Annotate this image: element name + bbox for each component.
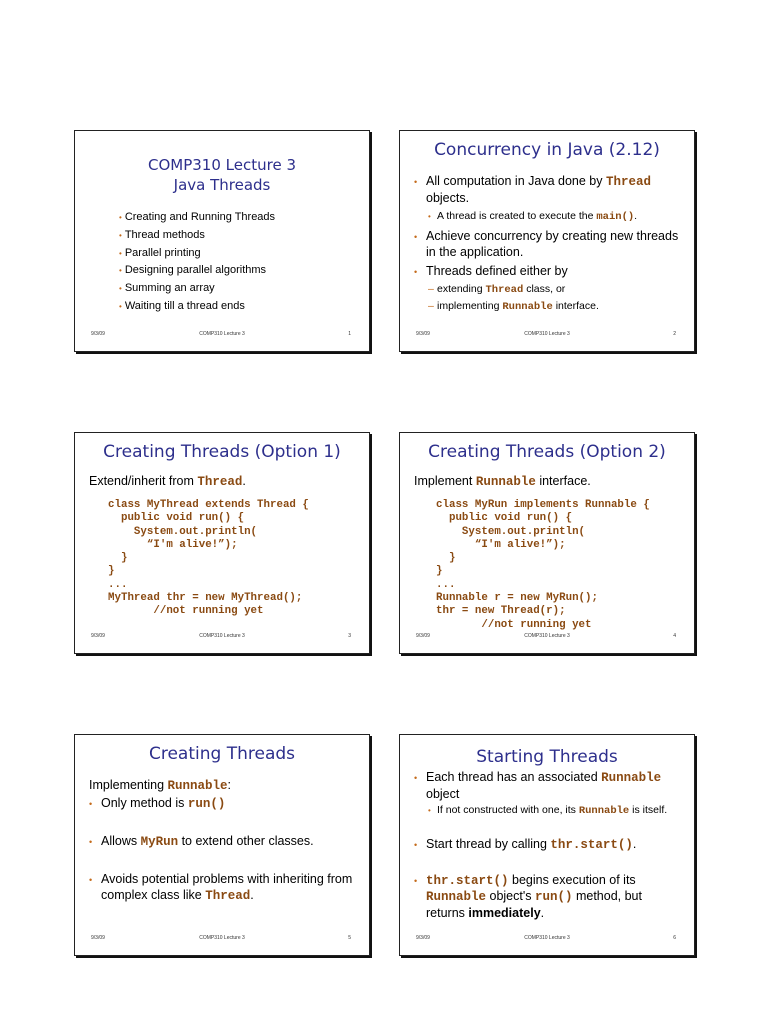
code-inline: run() <box>534 890 573 904</box>
code-inline: thr.start() <box>426 873 509 888</box>
slide-footer <box>75 935 369 943</box>
code-inline: Thread <box>605 175 651 189</box>
code-inline: Runnable <box>426 890 487 904</box>
footer-date: 9/3/09 <box>416 935 430 941</box>
slide-title: Creating Threads <box>148 744 296 764</box>
slide-number: 1 <box>348 331 351 337</box>
slide-title: Creating Threads (Option 1) <box>103 442 341 462</box>
footer-course: COMP310 Lecture 3 <box>199 331 245 337</box>
slide-1 <box>74 130 370 352</box>
bullet-icon: • <box>119 213 122 222</box>
slide-title: Concurrency in Java (2.12) <box>434 140 660 160</box>
code-inline: Runnable <box>475 475 536 489</box>
slide-number: 3 <box>348 633 351 639</box>
code-block: class MyThread extends Thread { public void run() { System.out.println( “I'm alive!”); } } ... MyThread thr = new MyThread(); //not running yet <box>108 499 309 618</box>
slide-number: 2 <box>673 331 676 337</box>
dash-item: – implementing Runnable interface. <box>428 299 599 313</box>
slide-title: Creating Threads (Option 2) <box>428 442 666 462</box>
code-inline: Runnable <box>578 805 630 817</box>
bullet-icon: • <box>414 875 418 886</box>
code-inline: MyRun <box>140 834 179 849</box>
title-line-2: Java Threads <box>173 176 271 194</box>
slide-2 <box>399 130 695 352</box>
dash-item: – extending Thread class, or <box>428 282 566 296</box>
bullet-block <box>414 770 680 925</box>
code-inline: Runnable <box>502 300 553 313</box>
list-item: • Parallel printing <box>119 246 201 259</box>
bullet-block <box>89 796 355 908</box>
code-block: class MyRun implements Runnable { public void run() { System.out.println( “I'm alive!”); } } ... Runnable r = new MyRun(); thr = new Thread(r); //not running yet <box>436 499 650 631</box>
bullet-icon: • <box>119 230 122 240</box>
bullet-icon: • <box>414 177 418 187</box>
sub-bullet-item: • If not constructed with one, its Runnable is itself. <box>428 804 668 817</box>
footer-date: 9/3/09 <box>416 633 430 639</box>
list-item: • Designing parallel algorithms <box>119 264 267 277</box>
lead-text: Extend/inherit from Thread. <box>89 474 246 489</box>
bullet-icon: • <box>428 212 431 221</box>
slide-3 <box>74 432 370 654</box>
slide-number: 6 <box>673 935 676 941</box>
bullet-icon: • <box>89 875 93 885</box>
list-item: • Creating and Running Threads <box>119 211 276 223</box>
code-inline: Runnable <box>601 771 662 785</box>
slide-number: 4 <box>673 633 676 639</box>
code-inline: Thread <box>485 283 524 296</box>
slide-footer <box>400 935 694 943</box>
list-item: • Thread methods <box>119 228 205 241</box>
title-line-1: COMP310 Lecture 3 <box>147 156 296 174</box>
slide-title <box>75 155 369 195</box>
bullet-icon: • <box>89 836 93 847</box>
bullet-item: • Each thread has an associated Runnable object <box>414 770 662 801</box>
slide-5 <box>74 734 370 956</box>
list-item: • Waiting till a thread ends <box>119 299 245 312</box>
footer-course: COMP310 Lecture 3 <box>524 935 570 941</box>
footer-course: COMP310 Lecture 3 <box>199 633 245 639</box>
bullet-item: • All computation in Java done by Thread objects. <box>414 174 651 205</box>
footer-date: 9/3/09 <box>91 331 105 337</box>
lead-text: Implementing Runnable: <box>89 778 232 793</box>
bullet-item: • thr.start() begins execution of its Runnable object's run() method, but returns immediately. <box>414 872 642 920</box>
code-inline: Runnable <box>167 779 228 793</box>
bullet-icon: • <box>89 799 93 809</box>
bullet-item: • Only method is run() <box>89 796 226 811</box>
footer-course: COMP310 Lecture 3 <box>524 331 570 337</box>
bullet-item: • Achieve concurrency by creating new threads in the application. <box>414 229 679 259</box>
footer-course: COMP310 Lecture 3 <box>524 633 570 639</box>
footer-course: COMP310 Lecture 3 <box>199 935 245 941</box>
bullet-icon: • <box>414 267 418 277</box>
code-inline: Thread <box>205 888 251 903</box>
bullet-item: • Start thread by calling thr.start(). <box>414 837 637 852</box>
bullet-icon: • <box>119 284 122 294</box>
bullet-block <box>414 174 680 319</box>
bullet-item: • Avoids potential problems with inheriting from complex class like Thread. <box>89 872 353 903</box>
slide-footer <box>400 633 694 641</box>
slide-footer <box>400 331 694 339</box>
bullet-item: • Allows MyRun to extend other classes. <box>89 833 314 849</box>
slide-6 <box>399 734 695 956</box>
footer-date: 9/3/09 <box>91 935 105 941</box>
bullet-icon: • <box>414 232 418 242</box>
list-item: • Summing an array <box>119 282 215 295</box>
bullet-item: • Threads defined either by <box>414 264 680 281</box>
slide-title: Starting Threads <box>476 747 618 767</box>
bullet-icon: • <box>414 773 418 783</box>
slide-number: 5 <box>348 935 351 941</box>
topic-list <box>119 209 275 316</box>
dash-icon: – <box>428 282 434 295</box>
sub-bullet-item: • A thread is created to execute the main(). <box>428 210 638 223</box>
slide-footer <box>75 331 369 339</box>
code-inline: main() <box>596 211 635 223</box>
slide-4 <box>399 432 695 654</box>
footer-date: 9/3/09 <box>91 633 105 639</box>
code-inline: Thread <box>197 475 243 489</box>
code-inline: run() <box>187 797 226 811</box>
bullet-icon: • <box>414 840 418 850</box>
code-inline: thr.start() <box>550 838 633 852</box>
bullet-icon: • <box>428 806 431 815</box>
emphasis-text: immediately <box>468 905 541 920</box>
bullet-icon: • <box>119 248 122 258</box>
bullet-icon: • <box>119 301 122 311</box>
lead-text: Implement Runnable interface. <box>414 474 591 489</box>
bullet-icon: • <box>119 266 122 276</box>
slide-footer <box>75 633 369 641</box>
footer-date: 9/3/09 <box>416 331 430 337</box>
dash-icon: – <box>428 299 434 312</box>
